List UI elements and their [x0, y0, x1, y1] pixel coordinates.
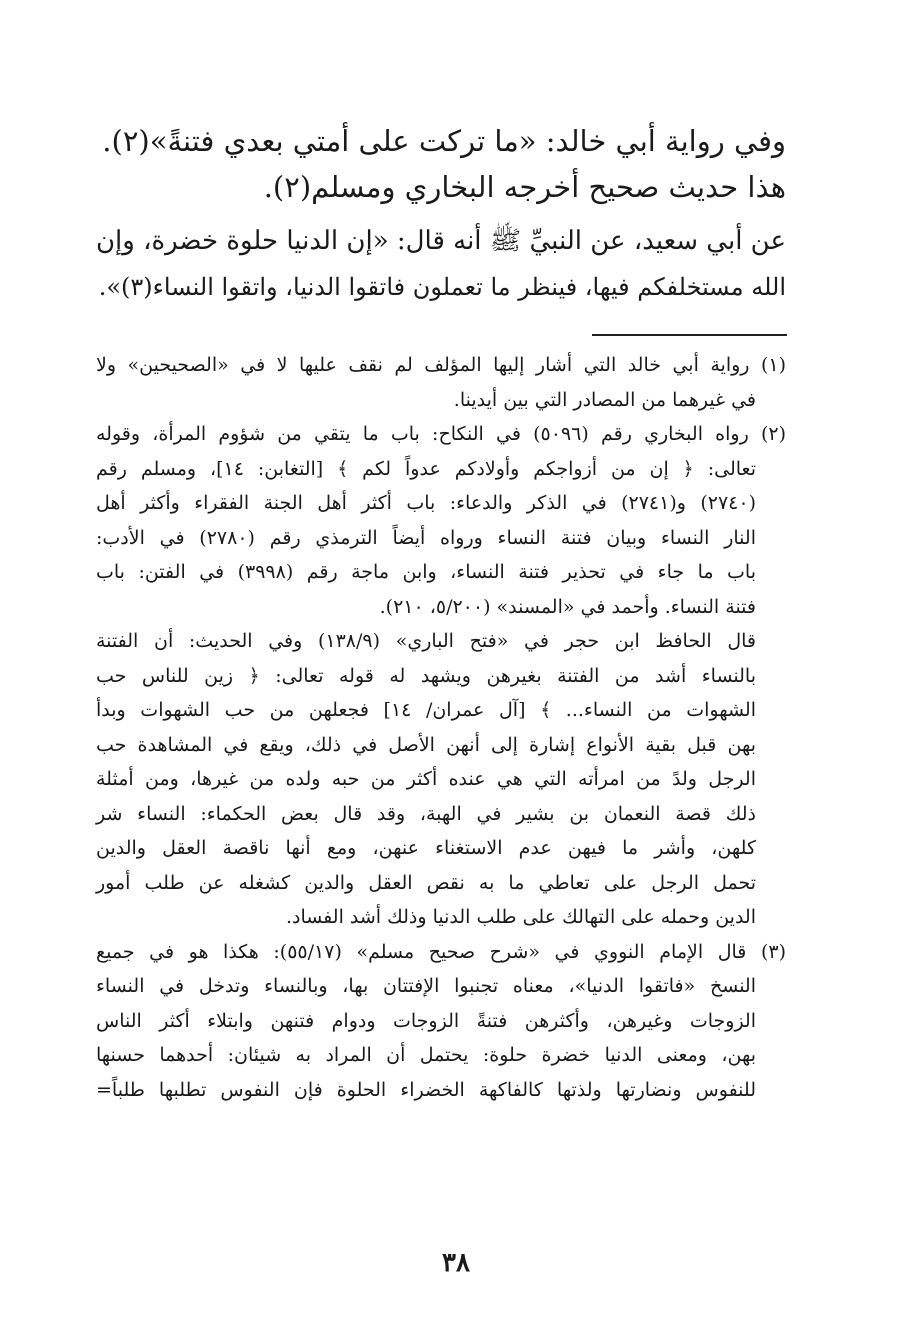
footnote-2-cont-line-6: ذلك قصة النعمان بن بشير في الهبة، وقد قال بعض الحكماء: النساء شر	[96, 802, 756, 825]
footnote-3-line-3: الزوجات وغيرهن، وأكثرهن فتنةً الزوجات ودوام فتنهن وابتلاء أكثر الناس	[96, 1009, 756, 1032]
footnote-2-cont-line-8: تحمل الرجل على تعاطي ما به نقص العقل والدين كشغله عن طلب أمور	[96, 871, 756, 894]
footnote-3-line-5: للنفوس ونضارتها ولذتها كالفاكهة الخضراء الحلوة فإن النفوس تطلبها طلباً=	[96, 1078, 756, 1101]
footnote-2-cont-line-3: الشهوات من النساء... ﴾ [آل عمران/ ١٤] فجعلهن من حب الشهوات وبدأ	[96, 699, 756, 721]
footnote-2-cont-line-7: كلهن، وأشر ما فيهن عدم الاستغناء عنهن، ومع أنها ناقصة العقل والدين	[96, 837, 756, 859]
footnote-2	[96, 417, 786, 935]
footnote-3-line-2: النسخ «فاتقوا الدنيا»، معناه تجنبوا الإفتتان بها، وبالنساء وتدخل في النساء	[96, 975, 756, 997]
footnote-2-cont-line-2: بالنساء أشد من الفتنة بغيرهن ويشهد له قوله تعالى: ﴿ زين للناس حب	[96, 664, 756, 687]
main-text	[96, 118, 786, 310]
footnote-2-cont-line-9: الدين وحمله على التهالك على طلب الدنيا وذلك أشد الفساد.	[285, 906, 756, 928]
footnote-2-line-3: (٢٧٤٠) و(٢٧٤١) في الذكر والدعاء: باب أكثر أهل الجنة الفقراء وأكثر أهل	[96, 492, 757, 514]
footnote-2-line-2: تعالى: ﴿ إن من أزواجكم وأولادكم عدواً لكم ﴾ [التغابن: ١٤]، ومسلم رقم	[96, 457, 756, 480]
footnote-2-cont-line-1: قال الحافظ ابن حجر في «فتح الباري» (١٣٨/٩) وفي الحديث: أن الفتنة	[96, 630, 757, 652]
footnotes	[96, 348, 786, 1107]
main-line-1: وفي رواية أبي خالد: «ما تركت على أمتي بعدي فتنةً»(٢).	[102, 124, 786, 158]
hadith-line-2: الله مستخلفكم فيها، فينظر ما تعملون فاتقوا الدنيا، واتقوا النساء(٣)».	[98, 273, 786, 301]
footnote-2-line-6: فتنة النساء. وأحمد في «المسند» (٥/٢٠٠، ٢١٠).	[379, 595, 756, 618]
footnote-3-line-4: بهن، ومعنى الدنيا خضرة حلوة: يحتمل أن المراد به شيئان: أحدهما حسنها	[96, 1044, 756, 1066]
footnote-2-line-4: النار النساء وبيان فتنة النساء ورواه أيضاً الترمذي رقم (٢٧٨٠) في الأدب:	[96, 526, 756, 549]
footnote-2-cont-line-4: بهن قبل بقية الأنواع إشارة إلى أنهن الأصل في ذلك، ويقع في المشاهدة حب	[96, 733, 756, 756]
page-number: ٣٨	[442, 1248, 470, 1278]
hadith-line-1: عن أبي سعيد، عن النبيِّ ﷺ أنه قال: «إن الدنيا حلوة خضرة، وإن	[95, 226, 786, 256]
hadith-paragraph	[96, 218, 786, 310]
footnote-2-line-1: (٢) رواه البخاري رقم (٥٠٩٦) في النكاح: باب ما يتقي من شؤوم المرأة، وقوله	[96, 423, 787, 445]
footnote-3-line-1: (٣) قال الإمام النووي في «شرح صحيح مسلم» (٥٥/١٧): هكذا هو في جميع	[96, 940, 786, 963]
footnote-separator	[592, 334, 787, 336]
footnote-2-cont-line-5: الرجل ولدً من امرأته التي هي عنده أكثر من حبه ولده من غيرها، ومن أمثلة	[96, 768, 756, 790]
footnote-1	[96, 348, 786, 417]
footnote-1-line-1: (١) رواية أبي خالد التي أشار إليها المؤلف لم نقف عليها لا في «الصحيحين» ولا	[96, 354, 786, 376]
footnote-1-line-2: في غيرهما من المصادر التي بين أيدينا.	[453, 388, 756, 411]
footnote-2-line-5: باب ما جاء في تحذير فتنة النساء، وابن ماجة رقم (٣٩٩٨) في الفتن: باب	[96, 561, 756, 583]
main-line-2: هذا حديث صحيح أخرجه البخاري ومسلم(٢).	[263, 170, 786, 204]
footnote-3	[96, 935, 786, 1108]
